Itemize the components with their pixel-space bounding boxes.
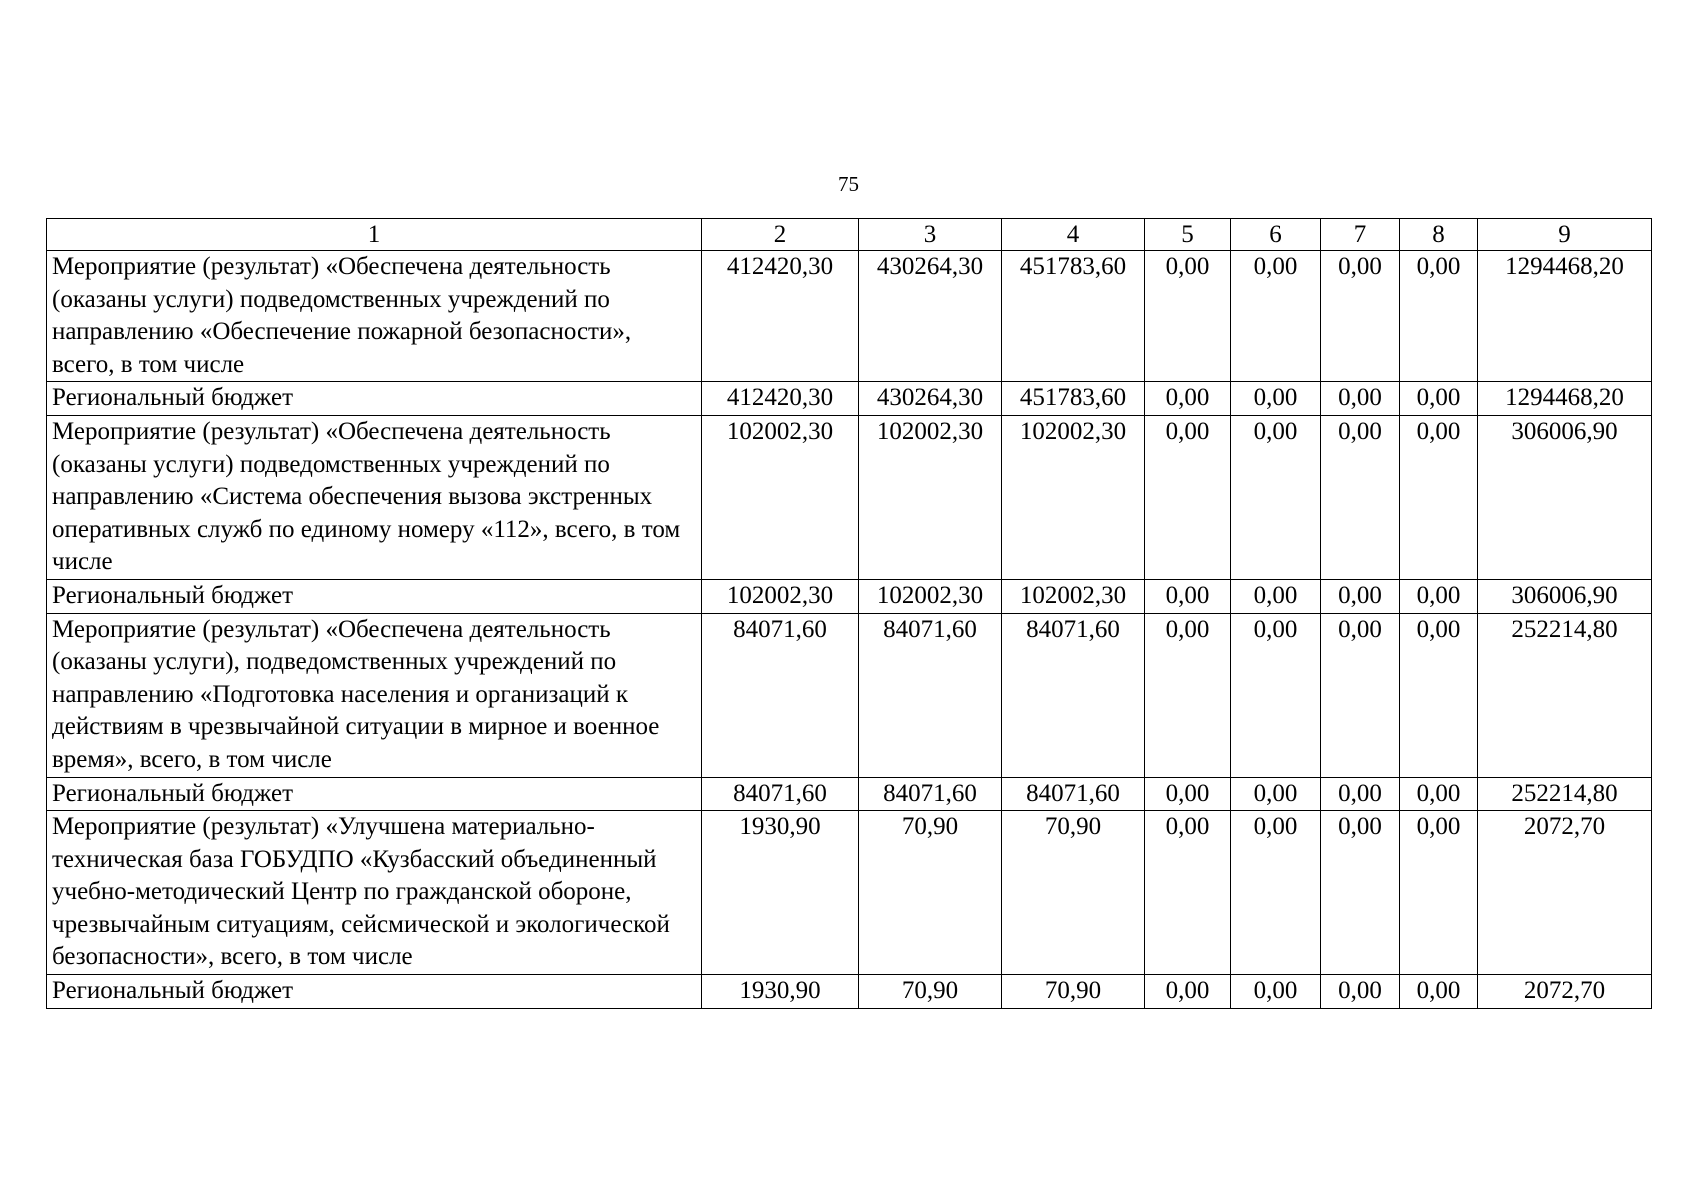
row-value: 0,00 xyxy=(1231,613,1321,777)
column-header: 1 xyxy=(47,219,702,251)
row-value: 1930,90 xyxy=(702,811,859,975)
row-label: Региональный бюджет xyxy=(47,777,702,811)
table-row xyxy=(47,777,1652,811)
row-value: 84071,60 xyxy=(859,613,1002,777)
row-value: 102002,30 xyxy=(859,579,1002,613)
row-value: 84071,60 xyxy=(702,613,859,777)
row-value: 0,00 xyxy=(1400,382,1478,416)
row-value: 0,00 xyxy=(1231,975,1321,1009)
table-row xyxy=(47,251,1652,382)
row-value: 430264,30 xyxy=(859,382,1002,416)
row-value: 0,00 xyxy=(1145,811,1231,975)
column-header: 9 xyxy=(1478,219,1652,251)
row-label: Мероприятие (результат) «Обеспечена деятельность (оказаны услуги) подведомственных учреждений по направлению «Обеспечение пожарной безопасности», всего, в том числе xyxy=(47,251,702,382)
row-label: Региональный бюджет xyxy=(47,579,702,613)
row-value: 84071,60 xyxy=(702,777,859,811)
row-value: 412420,30 xyxy=(702,251,859,382)
budget-table xyxy=(46,218,1652,1009)
row-label: Региональный бюджет xyxy=(47,382,702,416)
row-value: 70,90 xyxy=(859,811,1002,975)
row-total: 252214,80 xyxy=(1478,777,1652,811)
row-total: 252214,80 xyxy=(1478,613,1652,777)
row-value: 0,00 xyxy=(1321,975,1400,1009)
row-value: 0,00 xyxy=(1321,251,1400,382)
row-value: 84071,60 xyxy=(1002,777,1145,811)
row-total: 1294468,20 xyxy=(1478,382,1652,416)
row-total: 306006,90 xyxy=(1478,579,1652,613)
row-value: 102002,30 xyxy=(702,579,859,613)
table-row xyxy=(47,382,1652,416)
column-header: 5 xyxy=(1145,219,1231,251)
row-value: 0,00 xyxy=(1231,382,1321,416)
row-value: 0,00 xyxy=(1400,415,1478,579)
table-row xyxy=(47,613,1652,777)
row-value: 84071,60 xyxy=(859,777,1002,811)
row-value: 0,00 xyxy=(1321,579,1400,613)
row-value: 412420,30 xyxy=(702,382,859,416)
column-header: 2 xyxy=(702,219,859,251)
row-value: 0,00 xyxy=(1145,382,1231,416)
row-total: 2072,70 xyxy=(1478,975,1652,1009)
row-value: 0,00 xyxy=(1321,777,1400,811)
row-value: 0,00 xyxy=(1231,811,1321,975)
row-total: 306006,90 xyxy=(1478,415,1652,579)
row-total: 1294468,20 xyxy=(1478,251,1652,382)
column-header: 4 xyxy=(1002,219,1145,251)
row-value: 0,00 xyxy=(1145,777,1231,811)
row-value: 0,00 xyxy=(1231,251,1321,382)
row-value: 0,00 xyxy=(1400,613,1478,777)
row-value: 451783,60 xyxy=(1002,382,1145,416)
column-header: 7 xyxy=(1321,219,1400,251)
row-value: 0,00 xyxy=(1145,251,1231,382)
row-label: Мероприятие (результат) «Обеспечена деятельность (оказаны услуги), подведомственных учреждений по направлению «Подготовка населения и организаций к действиям в чрезвычайной ситуации в мирное и военное время», всего, в том числе xyxy=(47,613,702,777)
row-total: 2072,70 xyxy=(1478,811,1652,975)
row-value: 102002,30 xyxy=(1002,415,1145,579)
row-value: 0,00 xyxy=(1321,811,1400,975)
row-value: 0,00 xyxy=(1400,975,1478,1009)
row-label: Мероприятие (результат) «Обеспечена деятельность (оказаны услуги) подведомственных учреждений по направлению «Система обеспечения вызова экстренных оперативных служб по единому номеру «112», всего, в том числе xyxy=(47,415,702,579)
row-value: 0,00 xyxy=(1231,579,1321,613)
row-value: 84071,60 xyxy=(1002,613,1145,777)
table-row xyxy=(47,579,1652,613)
row-value: 0,00 xyxy=(1145,415,1231,579)
row-value: 0,00 xyxy=(1145,579,1231,613)
column-header: 8 xyxy=(1400,219,1478,251)
row-value: 0,00 xyxy=(1400,811,1478,975)
row-value: 0,00 xyxy=(1321,613,1400,777)
row-value: 451783,60 xyxy=(1002,251,1145,382)
row-value: 0,00 xyxy=(1321,415,1400,579)
row-value: 70,90 xyxy=(1002,811,1145,975)
table-row xyxy=(47,415,1652,579)
page-number: 75 xyxy=(838,172,859,196)
table-row xyxy=(47,811,1652,975)
row-value: 102002,30 xyxy=(1002,579,1145,613)
row-value: 102002,30 xyxy=(702,415,859,579)
column-header: 6 xyxy=(1231,219,1321,251)
row-label: Региональный бюджет xyxy=(47,975,702,1009)
row-value: 70,90 xyxy=(859,975,1002,1009)
header-row xyxy=(47,219,1652,251)
row-value: 0,00 xyxy=(1145,613,1231,777)
row-value: 0,00 xyxy=(1231,777,1321,811)
row-value: 102002,30 xyxy=(859,415,1002,579)
row-value: 0,00 xyxy=(1400,777,1478,811)
row-value: 0,00 xyxy=(1231,415,1321,579)
column-header: 3 xyxy=(859,219,1002,251)
row-value: 0,00 xyxy=(1400,251,1478,382)
table-row xyxy=(47,975,1652,1009)
row-value: 0,00 xyxy=(1321,382,1400,416)
row-value: 0,00 xyxy=(1145,975,1231,1009)
row-value: 70,90 xyxy=(1002,975,1145,1009)
row-label: Мероприятие (результат) «Улучшена материально-техническая база ГОБУДПО «Кузбасский объединенный учебно-методический Центр по гражданской обороне, чрезвычайным ситуациям, сейсмической и экологической безопасности», всего, в том числе xyxy=(47,811,702,975)
row-value: 0,00 xyxy=(1400,579,1478,613)
row-value: 430264,30 xyxy=(859,251,1002,382)
row-value: 1930,90 xyxy=(702,975,859,1009)
